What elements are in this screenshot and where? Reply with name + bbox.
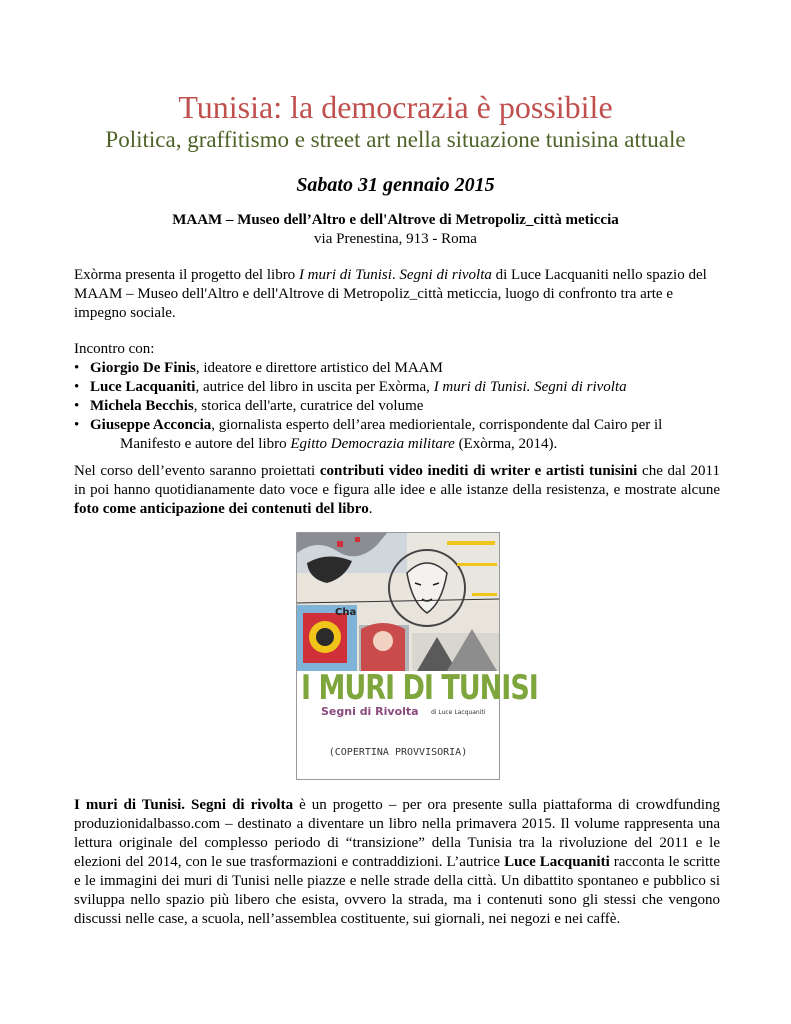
intro-paragraph [74,266,720,323]
event-text-1: Nel corso dell’evento saranno proiettati [74,463,320,479]
cover-graffiti-art [297,533,499,671]
speaker-name: Michela Becchis [90,398,194,414]
intro-text-2: . [391,267,400,283]
project-bold-2: Luce Lacquaniti [504,854,610,870]
intro-book-title: I muri di Tunisi [298,267,392,283]
event-date: Sabato 31 gennaio 2015 [296,174,495,196]
event-text-2: che dal 2011 in poi hanno quotidianamente dato voce e figura alle idee e alle istanze della resistenza, e mostrate alcune [74,463,720,498]
cover-author: di Luce Lacquaniti [431,709,486,716]
event-paragraph [74,462,720,519]
speaker-role: , storica dell'arte, curatrice del volume [193,398,424,414]
intro-text-1: Exòrma presenta il progetto del libro [74,267,299,283]
book-cover-image [296,532,538,780]
cover-subtitle: Segni di Rivolta [321,705,419,718]
intro-text-3: di Luce Lacquaniti nello spazio del MAAM – Museo dell'Altro e dell'Altrove di Metropoliz_città meticcia, luogo di confronto tra arte e impegno sociale. [74,267,707,321]
cover-title: I MURI DI TUNISI [301,669,538,708]
speaker-item [74,397,734,416]
page-subtitle: Politica, graffitismo e street art nella situazione tunisina attuale [105,127,686,152]
event-text-3: . [368,501,373,517]
venue-block [0,211,791,249]
speaker-name: Giorgio De Finis [90,360,196,376]
speaker-role-book: I muri di Tunisi. Segni di rivolta [433,379,627,395]
project-text-2: racconta le scritte e le immagini dei muri di Tunisi nelle piazze e nelle strade della città. Un dibattito spontaneo e pubblico si sviluppa nello spazio più libero che esista, ovvero la strada, ma i contenuti sono gli stessi che vengono discussi nelle case, a scuola, nell’assemblea costituente, sui giornali, nei negozi e nei caffè. [74,854,720,927]
event-bold-2: foto come anticipazione dei contenuti del libro [74,501,369,517]
speaker-item [74,416,734,454]
page-title: Tunisia: la democrazia è possibile [178,89,613,125]
speaker-role-continued [90,435,734,454]
speakers-block [74,340,734,454]
project-paragraph [74,796,720,929]
cover-graffiti-text: Cha [335,607,357,618]
event-bold-1: contributi video inediti di writer e artisti tunisini [319,463,638,479]
speaker-item [74,378,734,397]
speaker-role: , autrice del libro in uscita per Exòrma, [195,379,434,395]
venue-address: via Prenestina, 913 - Roma [314,231,477,247]
speaker-name: Luce Lacquaniti [90,379,196,395]
project-bold-1: I muri di Tunisi. Segni di rivolta [74,797,294,813]
project-text-1: è un progetto – per ora presente sulla piattaforma di crowdfunding produzionidalbasso.com – destinato a diventare un libro nella primavera 2015. Il volume rappresenta una lettura originale del complesso periodo di “transizione” della Tunisia tra la rivoluzione del 2011 e le elezioni del 2014, con le sue trasformazioni e contraddizioni. L’autrice [74,797,720,870]
intro-book-subtitle: Segni di rivolta [399,267,492,283]
speaker-name: Giuseppe Acconcia [90,417,212,433]
cover-note: (COPERTINA PROVVISORIA) [328,747,468,758]
speaker-cont-book: Egitto Democrazia militare [290,436,455,452]
speakers-heading: Incontro con: [74,341,155,357]
speaker-item [74,359,734,378]
speaker-role: , ideatore e direttore artistico del MAAM [195,360,443,376]
speaker-role: , giornalista esperto dell’area mediorientale, corrispondente dal Cairo per il [211,417,663,433]
speaker-cont-end: (Exòrma, 2014). [454,436,558,452]
speaker-cont-text: Manifesto e autore del libro [120,436,291,452]
speakers-list [74,359,734,454]
venue-name: MAAM – Museo dell’Altro e dell'Altrove di Metropoliz_città meticcia [172,212,619,228]
